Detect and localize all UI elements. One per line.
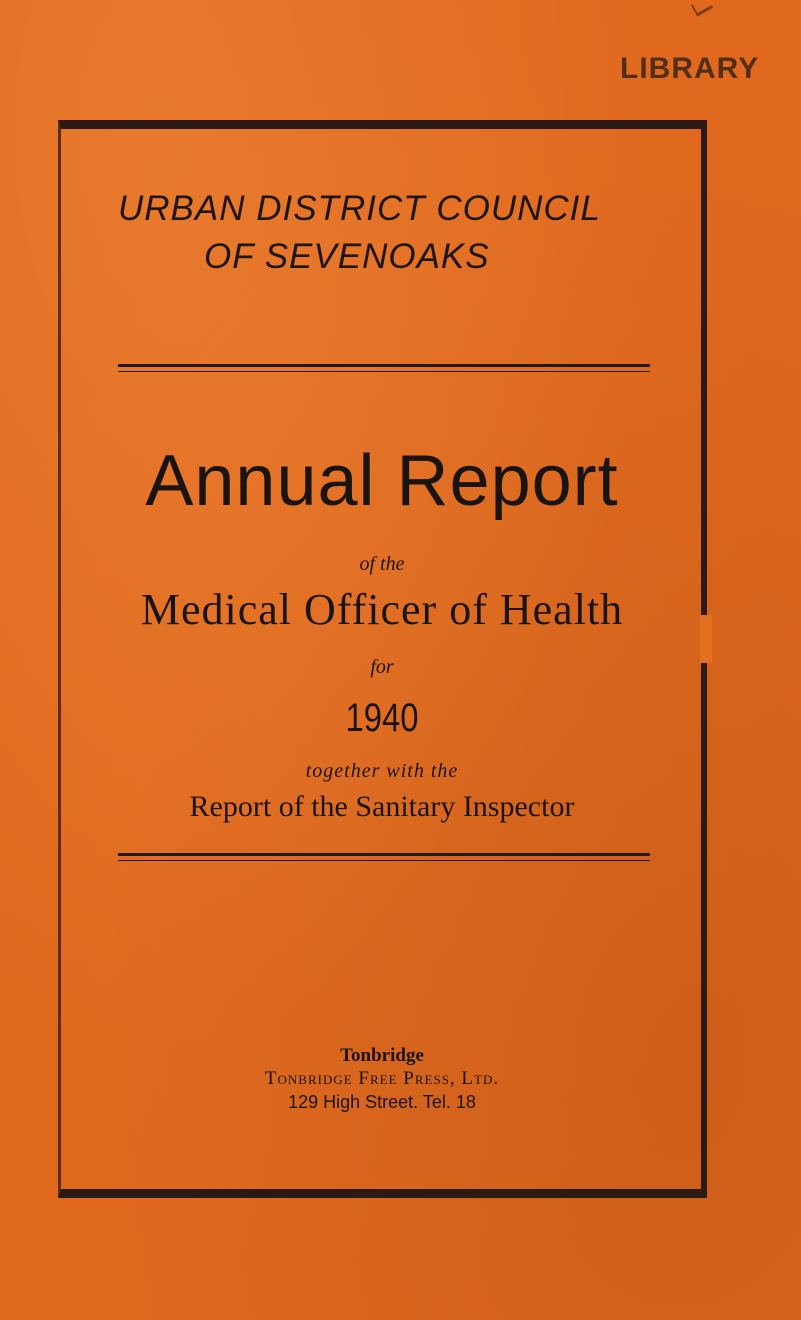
- report-year: 1940: [345, 696, 419, 740]
- for-label: for: [370, 656, 394, 678]
- council-line-2: OF SEVENOAKS: [204, 237, 490, 276]
- printer-name: Tonbridge Free Press, Ltd.: [264, 1068, 500, 1089]
- corner-mark: [691, 0, 713, 17]
- of-the-label: of the: [359, 553, 405, 575]
- officer-title: Medical Officer of Health: [140, 585, 624, 634]
- printer-place: Tonbridge: [340, 1045, 424, 1066]
- report-title: Annual Report: [145, 441, 619, 521]
- printer-address: 129 High Street. Tel. 18: [288, 1092, 476, 1112]
- bottom-double-rule: [118, 853, 650, 861]
- library-stamp: LIBRARY: [620, 52, 760, 85]
- council-heading: [118, 185, 678, 281]
- top-double-rule: [118, 364, 650, 372]
- sanitary-report-title: Report of the Sanitary Inspector: [189, 790, 575, 823]
- together-with-label: together with the: [305, 760, 459, 782]
- council-line-1: URBAN DISTRICT COUNCIL: [118, 189, 601, 228]
